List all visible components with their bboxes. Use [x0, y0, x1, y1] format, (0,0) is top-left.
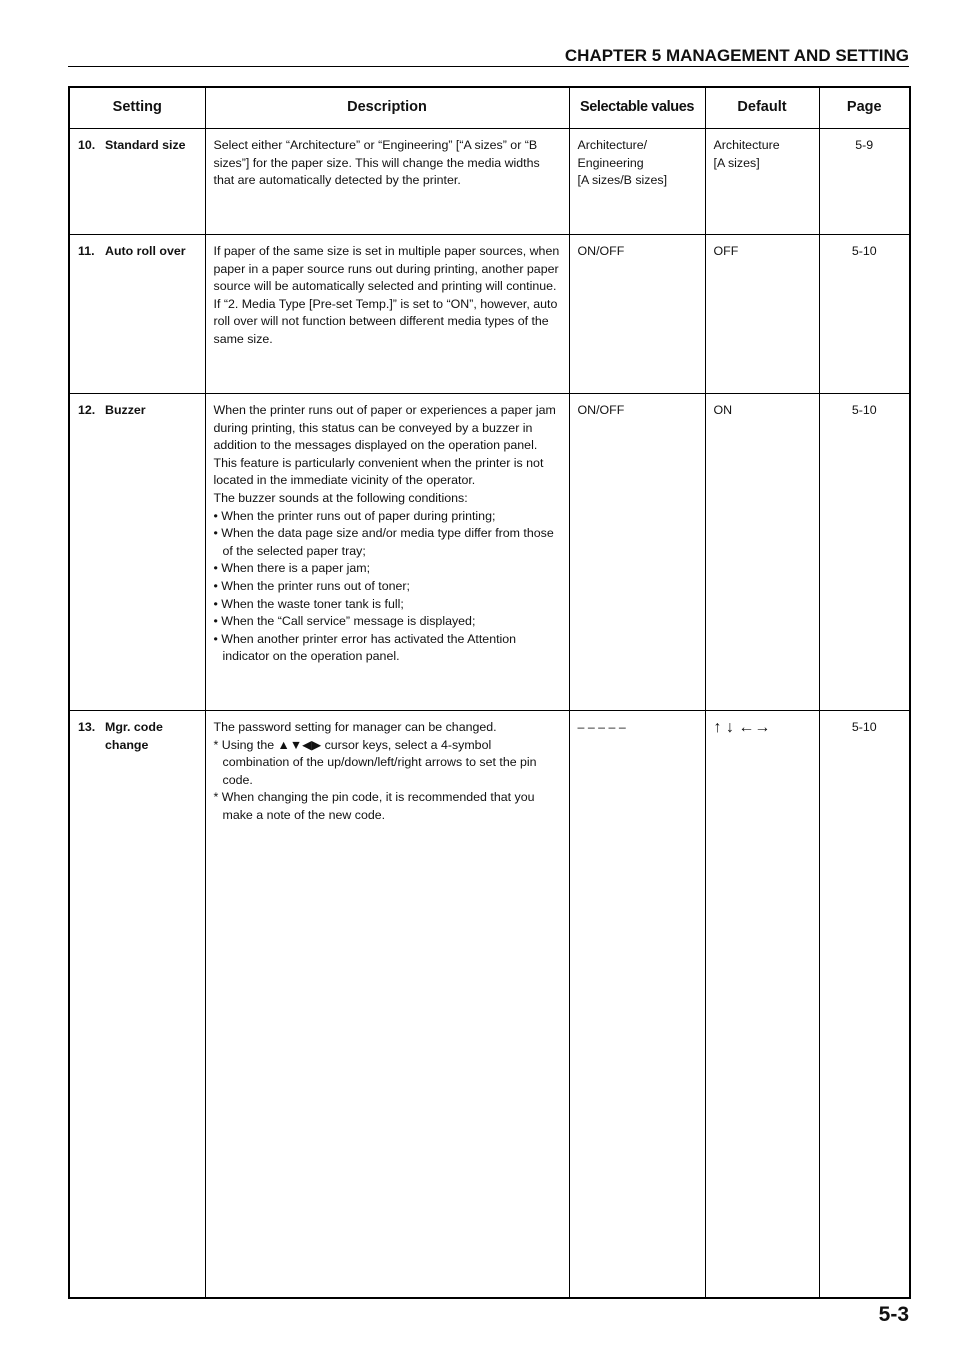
bullet-item: • When the “Call service” message is displayed; [213, 614, 476, 629]
table-header-row [69, 87, 910, 129]
value-line: ON/OFF [577, 244, 625, 258]
setting-name [105, 719, 163, 754]
bullet-item: • When the printer runs out of toner; [213, 578, 410, 593]
setting-name: Buzzer [105, 403, 146, 417]
bullet-item: • When the waste toner tank is full; [213, 596, 404, 611]
value-line: Engineering [577, 155, 644, 170]
description-cell [205, 711, 569, 1299]
note-item: * When changing the pin code, it is recommended that you make a note of the new code. [213, 790, 535, 822]
default-cell [705, 394, 819, 711]
column-header-description: Description [205, 87, 569, 129]
values-cell [569, 711, 705, 1299]
setting-number: 13. [78, 720, 96, 734]
default-cell [705, 129, 819, 235]
table-row [69, 129, 910, 235]
description-cell [205, 129, 569, 235]
setting-cell [69, 711, 205, 1299]
setting-number: 11. [78, 244, 95, 258]
setting-cell [69, 129, 205, 235]
setting-name-line: Mgr. code [105, 720, 163, 734]
values-cell [569, 394, 705, 711]
default-line: OFF [713, 244, 739, 258]
values-cell [569, 235, 705, 394]
settings-table [68, 86, 911, 1299]
page-number: 5-3 [878, 1303, 909, 1326]
description-text: If paper of the same size is set in multiple paper sources, when paper in a paper source runs out during printing, another paper source will be automatically selected and printing will continue. If “2. Media Type [Pre-set Temp.]” is set to “ON”, however, auto roll over will not function between different media types of the same size. [213, 244, 560, 346]
table-row [69, 235, 910, 394]
default-cell [705, 235, 819, 394]
column-header-setting: Setting [69, 87, 205, 129]
description-text: The buzzer sounds at the following conditions: [213, 490, 468, 505]
values-cell [569, 129, 705, 235]
description-text: The password setting for manager can be changed. [213, 720, 497, 734]
bullet-item: • When there is a paper jam; [213, 561, 371, 576]
description-text: When the printer runs out of paper or experiences a paper jam during printing, this status can be conveyed by a buzzer in addition to the messages displayed on the operation panel. This feature is particularly convenient when the printer is not located in the immediate vicinity of the operator. [213, 403, 556, 488]
value-line: – – – – – [577, 720, 626, 734]
setting-number: 12. [78, 403, 96, 417]
value-line: Architecture/ [577, 138, 648, 152]
setting-cell [69, 235, 205, 394]
column-header-default: Default [705, 87, 819, 129]
default-line: ↑ ↓ ←→ [713, 719, 771, 736]
chapter-header: CHAPTER 5 MANAGEMENT AND SETTING [68, 45, 909, 67]
setting-name: Standard size [105, 138, 186, 152]
page-cell: 5-10 [819, 711, 910, 1299]
default-line: ON [713, 403, 733, 417]
page-cell: 5-10 [819, 394, 910, 711]
setting-name: Auto roll over [105, 244, 186, 258]
column-header-page: Page [819, 87, 910, 129]
note-item: * Using the ▲▼◀▶ cursor keys, select a 4-symbol combination of the up/down/left/right arrows to set the pin code. [213, 737, 537, 787]
default-cell [705, 711, 819, 1299]
description-text: Select either “Architecture” or “Engineering” [“A sizes” or “B sizes”] for the paper size. This will change the media widths that are automatically detected by the printer. [213, 138, 540, 188]
bullet-item: • When the printer runs out of paper during printing; [213, 508, 496, 523]
setting-name-line: change [105, 737, 149, 752]
description-cell [205, 394, 569, 711]
bullet-item: • When the data page size and/or media type differ from those of the selected paper tray; [213, 526, 554, 558]
setting-number: 10. [78, 138, 96, 152]
table-row [69, 711, 910, 1299]
page-cell: 5-9 [819, 129, 910, 235]
table-row [69, 394, 910, 711]
setting-cell [69, 394, 205, 711]
column-header-selectable-values: Selectable values [569, 87, 705, 129]
page-cell: 5-10 [819, 235, 910, 394]
default-line: Architecture [713, 138, 780, 152]
bullet-item: • When another printer error has activated the Attention indicator on the operation panel. [213, 631, 517, 664]
value-line: ON/OFF [577, 403, 625, 417]
description-cell [205, 235, 569, 394]
default-line: [A sizes] [713, 155, 760, 170]
value-line: [A sizes/B sizes] [577, 173, 668, 188]
